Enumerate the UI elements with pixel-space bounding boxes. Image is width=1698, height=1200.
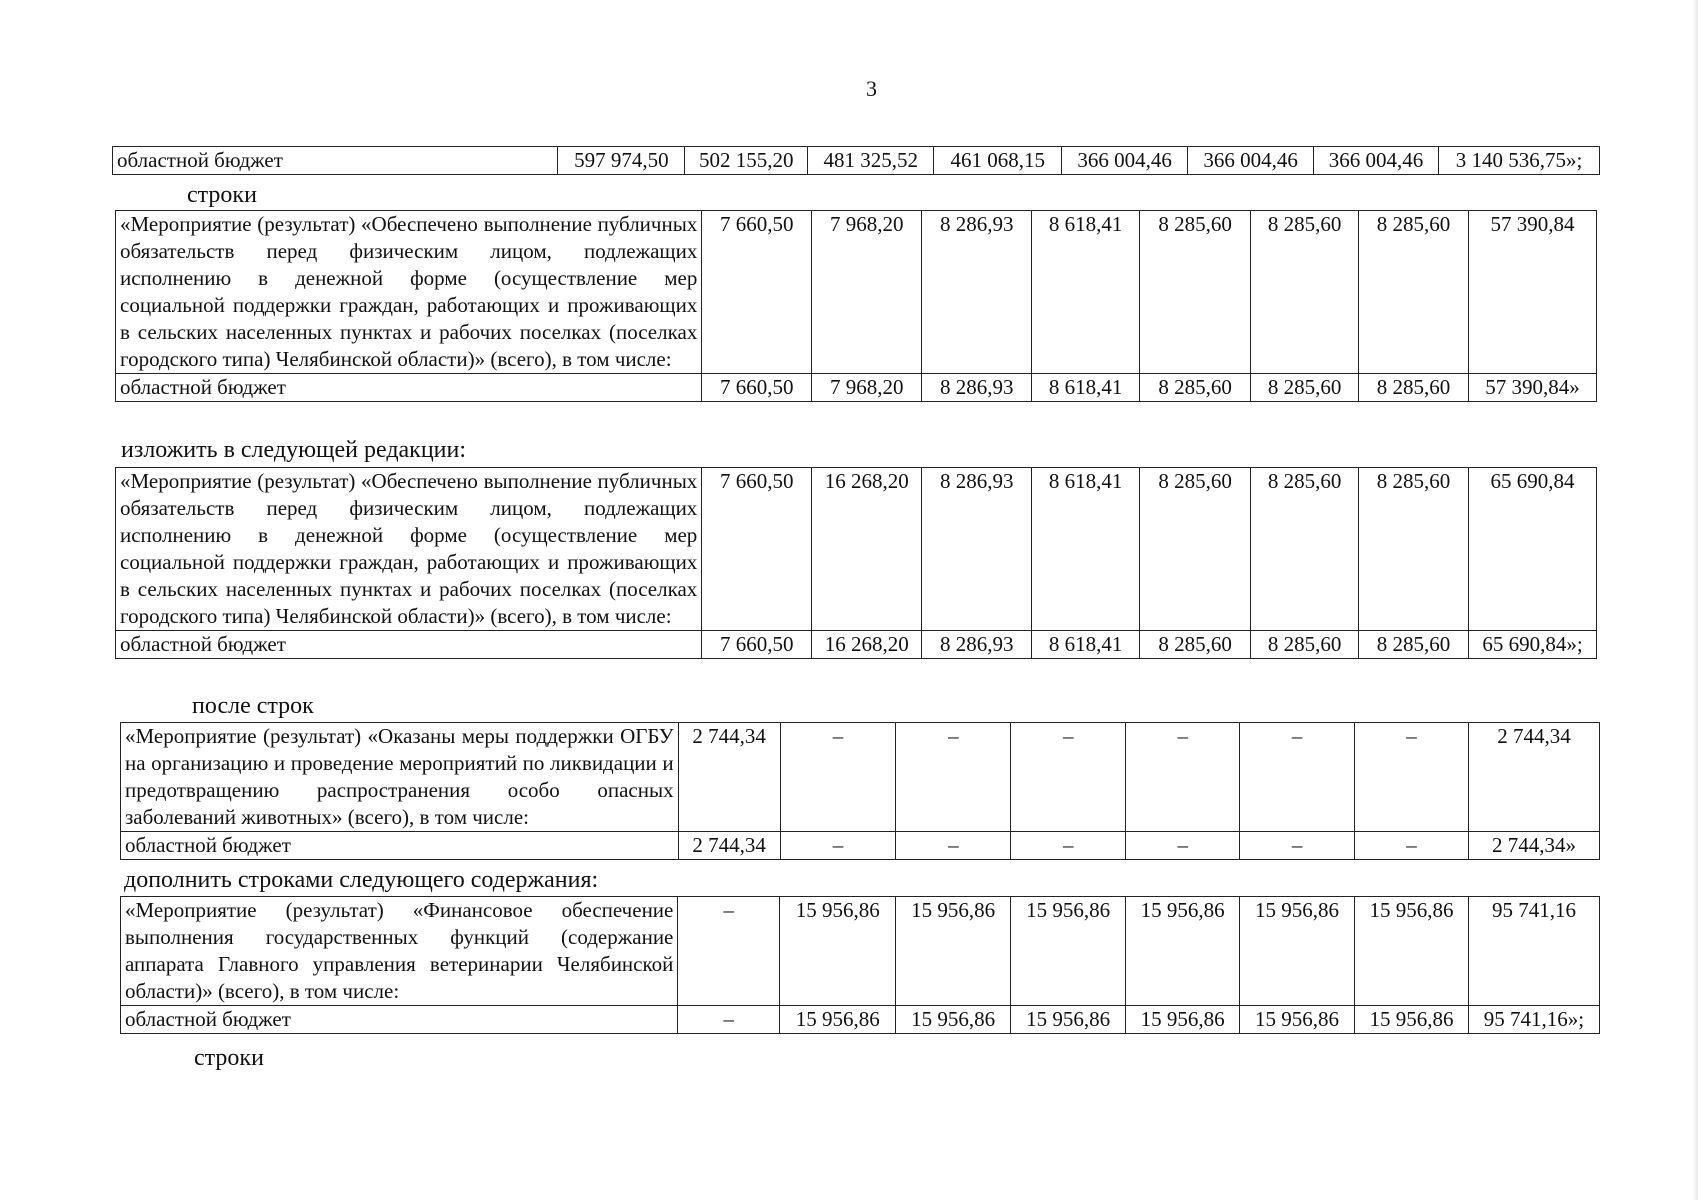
- value-cell: 57 390,84»: [1469, 374, 1597, 402]
- value-cell: 8 285,60: [1251, 211, 1359, 374]
- measure-description: «Мероприятие (результат) «Обеспечено выполнение публичных обязательств перед физическим лицом, подлежащих исполнению в денежной форме (осуществление мер социальной поддержки граждан, работающих и проживающих в сельских населенных пунктах и рабочих поселках (поселках городского типа) Челябинской области)» (всего), в том числе:: [116, 468, 702, 631]
- value-cell: 8 618,41: [1032, 374, 1140, 402]
- value-cell: –: [1011, 832, 1126, 860]
- table-row: [121, 723, 1600, 832]
- value-cell: 7 660,50: [702, 468, 812, 631]
- table-new-wording: [115, 467, 1597, 659]
- value-cell: 2 744,34: [678, 723, 780, 832]
- value-cell: 481 325,52: [808, 147, 934, 175]
- value-cell: –: [1240, 832, 1355, 860]
- table-row: [121, 832, 1600, 860]
- caption-rows: строки: [187, 182, 257, 208]
- value-cell: 2 744,34: [1468, 723, 1599, 832]
- table-row: [116, 468, 1597, 631]
- table-row: [116, 374, 1597, 402]
- scan-edge: [1692, 0, 1698, 1200]
- table-add-rows: [120, 896, 1600, 1034]
- value-cell: 15 956,86: [1011, 897, 1126, 1006]
- caption-new-wording: изложить в следующей редакции:: [121, 437, 467, 463]
- value-cell: 8 286,93: [922, 211, 1032, 374]
- value-cell: 7 660,50: [702, 374, 812, 402]
- value-cell: 2 744,34»: [1468, 832, 1599, 860]
- table-old-wording: [115, 210, 1597, 402]
- value-cell: –: [1240, 723, 1355, 832]
- page-number: 3: [866, 76, 877, 101]
- value-cell: 8 285,60: [1359, 631, 1469, 659]
- value-cell: 15 956,86: [1240, 1006, 1355, 1034]
- value-cell: 7 968,20: [812, 211, 922, 374]
- value-cell: –: [780, 723, 896, 832]
- value-cell: 95 741,16»;: [1468, 1006, 1599, 1034]
- value-cell: –: [1011, 723, 1126, 832]
- value-cell: –: [1126, 723, 1240, 832]
- value-cell: 8 285,60: [1251, 374, 1359, 402]
- value-cell: 8 285,60: [1140, 374, 1251, 402]
- value-cell: –: [896, 832, 1011, 860]
- value-cell: –: [678, 1006, 780, 1034]
- value-cell: 8 286,93: [922, 631, 1032, 659]
- row-label: областной бюджет: [121, 832, 679, 860]
- measure-description: «Мероприятие (результат) «Финансовое обеспечение выполнения государственных функций (содержание аппарата Главного управления ветеринарии Челябинской области)» (всего), в том числе:: [121, 897, 678, 1006]
- value-cell: 597 974,50: [558, 147, 685, 175]
- value-cell: 7 660,50: [702, 631, 812, 659]
- value-cell: 8 286,93: [922, 374, 1032, 402]
- value-cell: 65 690,84: [1469, 468, 1597, 631]
- value-cell: 15 956,86: [1126, 1006, 1240, 1034]
- value-cell: 3 140 536,75»;: [1438, 147, 1599, 175]
- row-label: областной бюджет: [121, 1006, 678, 1034]
- row-label: областной бюджет: [116, 631, 702, 659]
- value-cell: 8 618,41: [1032, 211, 1140, 374]
- table-row: [116, 631, 1597, 659]
- table-row: [113, 147, 1600, 175]
- caption-rows-bottom: строки: [194, 1045, 264, 1071]
- value-cell: 15 956,86: [1355, 1006, 1469, 1034]
- value-cell: 15 956,86: [896, 1006, 1011, 1034]
- value-cell: 8 618,41: [1032, 631, 1140, 659]
- value-cell: 57 390,84: [1469, 211, 1597, 374]
- value-cell: –: [678, 897, 780, 1006]
- row-label: областной бюджет: [113, 147, 558, 175]
- value-cell: 15 956,86: [1126, 897, 1240, 1006]
- row-label: областной бюджет: [116, 374, 702, 402]
- table-after-rows: [120, 722, 1600, 860]
- value-cell: –: [780, 832, 896, 860]
- caption-after-rows: после строк: [192, 693, 314, 719]
- value-cell: –: [1126, 832, 1240, 860]
- caption-add-rows: дополнить строками следующего содержания:: [124, 867, 599, 893]
- value-cell: 65 690,84»;: [1469, 631, 1597, 659]
- value-cell: 95 741,16: [1468, 897, 1599, 1006]
- value-cell: 15 956,86: [896, 897, 1011, 1006]
- table-row: [121, 897, 1600, 1006]
- table-top: [112, 146, 1600, 175]
- value-cell: 8 285,60: [1251, 468, 1359, 631]
- value-cell: 8 285,60: [1140, 468, 1251, 631]
- value-cell: 461 068,15: [934, 147, 1062, 175]
- value-cell: 8 285,60: [1359, 374, 1469, 402]
- value-cell: 8 285,60: [1140, 631, 1251, 659]
- value-cell: 8 285,60: [1359, 468, 1469, 631]
- value-cell: –: [896, 723, 1011, 832]
- value-cell: 366 004,46: [1062, 147, 1188, 175]
- value-cell: 16 268,20: [812, 631, 922, 659]
- value-cell: 15 956,86: [780, 1006, 896, 1034]
- value-cell: –: [1355, 832, 1469, 860]
- value-cell: 8 286,93: [922, 468, 1032, 631]
- value-cell: –: [1355, 723, 1469, 832]
- value-cell: 2 744,34: [678, 832, 780, 860]
- value-cell: 8 618,41: [1032, 468, 1140, 631]
- value-cell: 15 956,86: [780, 897, 896, 1006]
- table-row: [121, 1006, 1600, 1034]
- table-row: [116, 211, 1597, 374]
- value-cell: 8 285,60: [1359, 211, 1469, 374]
- value-cell: 15 956,86: [1240, 897, 1355, 1006]
- value-cell: 502 155,20: [685, 147, 808, 175]
- value-cell: 8 285,60: [1251, 631, 1359, 659]
- value-cell: 8 285,60: [1140, 211, 1251, 374]
- value-cell: 15 956,86: [1355, 897, 1469, 1006]
- value-cell: 366 004,46: [1188, 147, 1314, 175]
- value-cell: 16 268,20: [812, 468, 922, 631]
- measure-description: «Мероприятие (результат) «Обеспечено выполнение публичных обязательств перед физическим лицом, подлежащих исполнению в денежной форме (осуществление мер социальной поддержки граждан, работающих и проживающих в сельских населенных пунктах и рабочих поселках (поселках городского типа) Челябинской области)» (всего), в том числе:: [116, 211, 702, 374]
- value-cell: 15 956,86: [1011, 1006, 1126, 1034]
- value-cell: 7 660,50: [702, 211, 812, 374]
- measure-description: «Мероприятие (результат) «Оказаны меры поддержки ОГБУ на организацию и проведение мероприятий по ликвидации и предотвращению распространения особо опасных заболеваний животных» (всего), в том числе:: [121, 723, 679, 832]
- value-cell: 366 004,46: [1314, 147, 1439, 175]
- value-cell: 7 968,20: [812, 374, 922, 402]
